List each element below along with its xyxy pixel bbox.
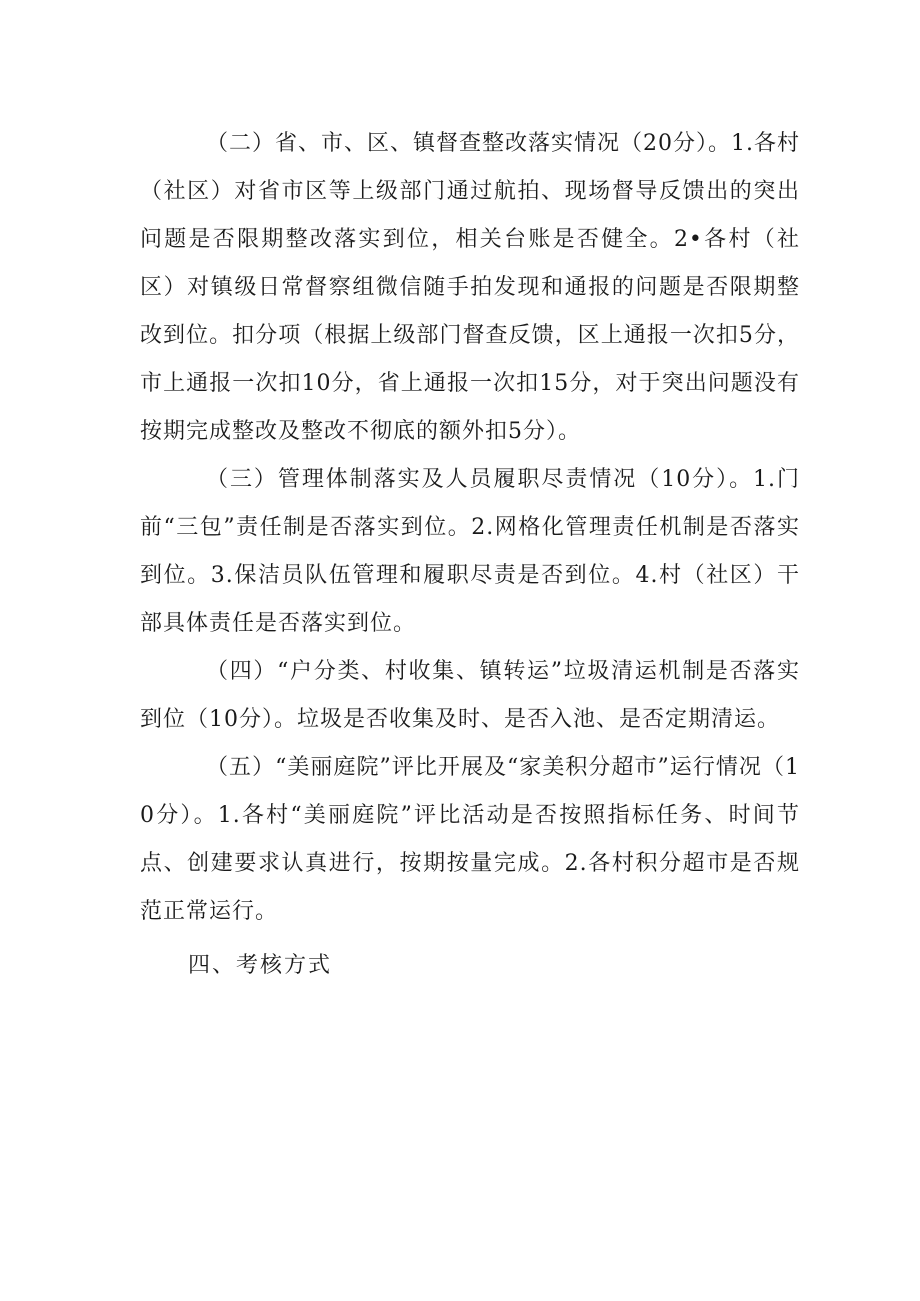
paragraph-garbage-mechanism: （四）“户分类、村收集、镇转运”垃圾清运机制是否落实到位（10分）。垃圾是否收集及时、是否入池、是否定期清运。 [140, 659, 800, 732]
paragraph-beautiful-courtyard: （五）“美丽庭院”评比开展及“家美积分超市”运行情况（10分）。1.各村“美丽庭院”评比活动是否按照指标任务、时间节点、创建要求认真进行，按期按量完成。2.各村积分超市是否规范正常运行。 [140, 755, 800, 924]
section-heading-assessment-method: 四、考核方式 [188, 953, 333, 978]
document-body [140, 120, 800, 990]
paragraph-management-system: （三）管理体制落实及人员履职尽责情况（10分）。1.门前“三包”责任制是否落实到位。2.网格化管理责任机制是否落实到位。3.保洁员队伍管理和履职尽责是否到位。4.村（社区）干部具体责任是否落实到位。 [140, 467, 800, 636]
paragraph-supervision-rectification: （二）省、市、区、镇督查整改落实情况（20分）。1.各村（社区）对省市区等上级部门通过航拍、现场督导反馈出的突出问题是否限期整改落实到位，相关台账是否健全。2•各村（社区）对镇级日常督察组微信随手拍发现和通报的问题是否限期整改到位。扣分项（根据上级部门督查反馈，区上通报一次扣5分，市上通报一次扣10分，省上通报一次扣15分，对于突出问题没有按期完成整改及整改不彻底的额外扣5分）。 [140, 131, 800, 444]
